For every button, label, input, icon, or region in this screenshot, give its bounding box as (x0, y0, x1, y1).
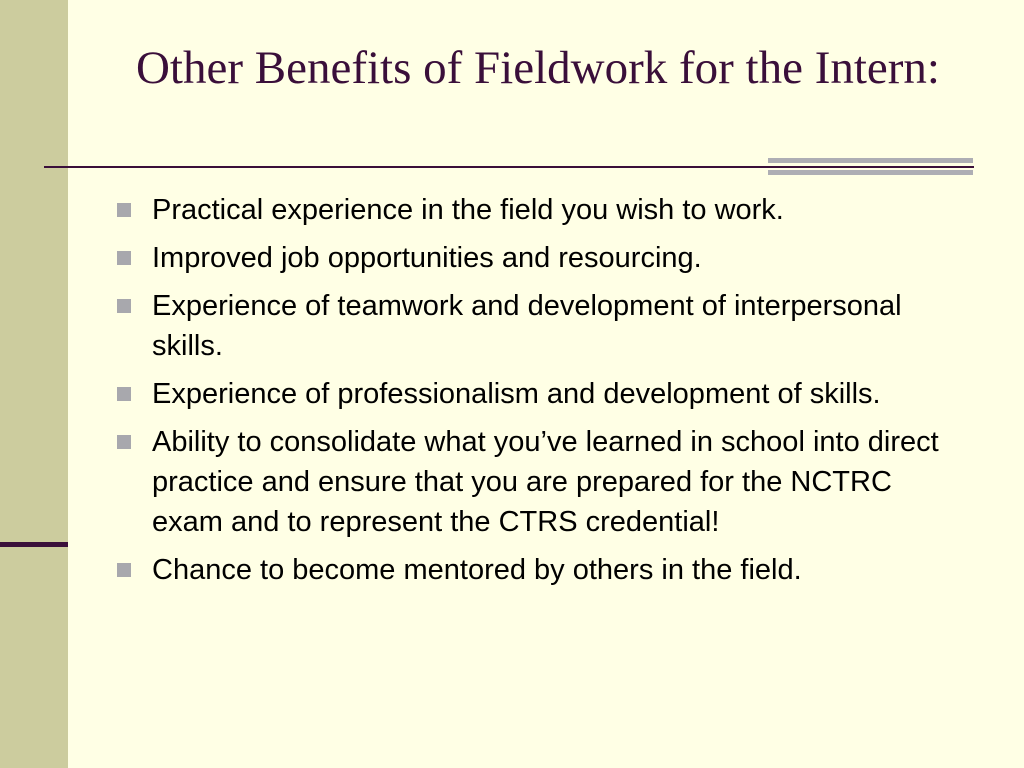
square-bullet-icon (117, 299, 131, 313)
bullet-item (114, 374, 954, 414)
square-bullet-icon (117, 435, 131, 449)
bullet-item (114, 422, 954, 542)
bullet-text: Ability to consolidate what you’ve learned in school into direct practice and ensure that you are prepared for the NCTRC exam and to represent the CTRS credential! (152, 426, 939, 538)
square-bullet-icon (117, 203, 131, 217)
accent-line (768, 170, 973, 175)
bullet-text: Improved job opportunities and resourcing. (152, 242, 702, 274)
bullet-item (114, 550, 954, 590)
square-bullet-icon (117, 387, 131, 401)
left-accent-bar (0, 542, 68, 547)
square-bullet-icon (117, 251, 131, 265)
bullet-text: Practical experience in the field you wish to work. (152, 194, 784, 226)
bullet-list (114, 190, 954, 598)
bullet-item (114, 286, 954, 366)
bullet-text: Experience of professionalism and development of skills. (152, 378, 881, 410)
bullet-text: Experience of teamwork and development of interpersonal skills. (152, 290, 902, 362)
square-bullet-icon (117, 563, 131, 577)
bullet-item (114, 238, 954, 278)
left-decorative-band (0, 0, 68, 768)
bullet-item (114, 190, 954, 230)
divider-accent-lines (768, 158, 973, 175)
slide-title: Other Benefits of Fieldwork for the Intern: (135, 42, 940, 94)
accent-line (768, 158, 973, 163)
bullet-text: Chance to become mentored by others in the field. (152, 554, 802, 586)
